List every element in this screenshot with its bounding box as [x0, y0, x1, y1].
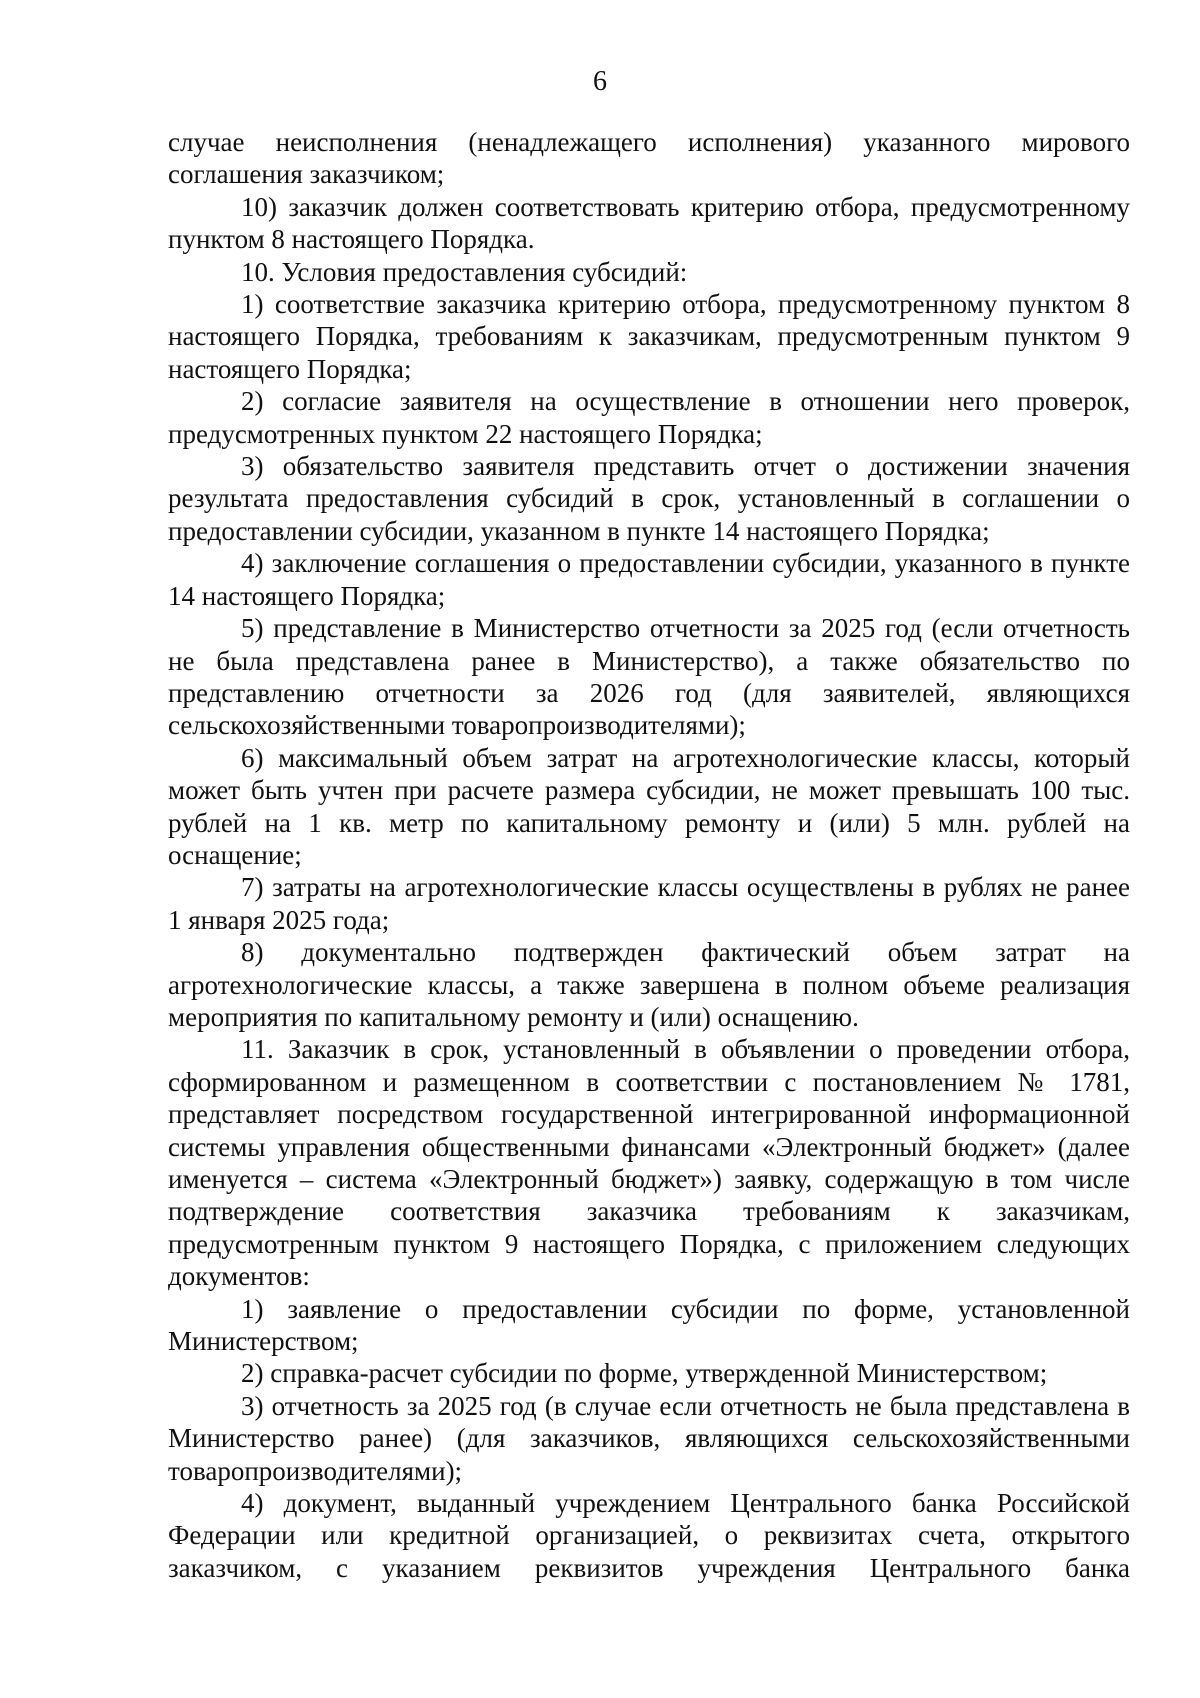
- list-item: 1) соответствие заказчика критерию отбора, предусмотренному пунктом 8 настоящего Порядка, требованиям к заказчикам, предусмотренным пунктом 9 настоящего Порядка;: [168, 289, 1130, 384]
- paragraph: 10) заказчик должен соответствовать критерию отбора, предусмотренному пунктом 8 настоящего Порядка.: [168, 191, 1130, 255]
- list-item: 2) справка-расчет субсидии по форме, утвержденной Министерством;: [241, 1358, 1048, 1389]
- list-item: 2) согласие заявителя на осуществление в отношении него проверок, предусмотренных пунктом 22 настоящего Порядка;: [168, 386, 1130, 449]
- list-item: 4) заключение соглашения о предоставлении субсидии, указанного в пункте 14 настоящего Порядка;: [168, 548, 1130, 611]
- list-item: 3) отчетность за 2025 год (в случае если отчетность не была представлена в Министерство ранее) (для заказчиков, являющихся сельскохозяйственными товаропроизводителями);: [168, 1390, 1130, 1486]
- list-item: 7) затраты на агротехнологические классы осуществлены в рублях не ранее 1 января 2025 года;: [168, 872, 1130, 935]
- page-number: 6: [593, 66, 607, 97]
- list-item: 3) обязательство заявителя представить отчет о достижении значения результата предоставления субсидий в срок, установленный в соглашении о предоставлении субсидии, указанном в пункте 14 настоящего Порядка;: [168, 451, 1130, 546]
- paragraph: случае неисполнения (ненадлежащего исполнения) указанного мирового соглашения заказчиком;: [168, 127, 1130, 190]
- section-heading: 10. Условия предоставления субсидий:: [241, 256, 688, 287]
- list-item: 1) заявление о предоставлении субсидии по форме, установленной Министерством;: [168, 1293, 1130, 1357]
- section-paragraph: 11. Заказчик в срок, установленный в объявлении о проведении отбора, сформированном и размещенном в соответствии с постановлением № 1781, представляет посредством государственной интегрированной информационной системы управления общественными финансами «Электронный бюджет» (далее именуется – система «Электронный бюджет») заявку, содержащую в том числе подтверждение соответствия заказчика требованиям к заказчикам, предусмотренным пунктом 9 настоящего Порядка, с приложением следующих документов:: [168, 1034, 1130, 1292]
- document-body: [168, 126, 1130, 1584]
- list-item: 4) документ, выданный учреждением Центрального банка Российской Федерации или кредитной организацией, о реквизитах счета, открытого заказчиком, с указанием реквизитов учреждения Центрального банка: [168, 1488, 1130, 1583]
- list-item: 5) представление в Министерство отчетности за 2025 год (если отчетность не была представлена ранее в Министерство), а также обязательство по представлению отчетности за 2026 год (для заявителей, являющихся сельскохозяйственными товаропроизводителями);: [168, 613, 1130, 741]
- list-item: 8) документально подтвержден фактический объем затрат на агротехнологические классы, а также завершена в полном объеме реализация мероприятия по капитальному ремонту и (или) оснащению.: [168, 937, 1130, 1032]
- list-item: 6) максимальный объем затрат на агротехнологические классы, который может быть учтен при расчете размера субсидии, не может превышать 100 тыс. рублей на 1 кв. метр по капитальному ремонту и (или) 5 млн. рублей на оснащение;: [168, 742, 1130, 870]
